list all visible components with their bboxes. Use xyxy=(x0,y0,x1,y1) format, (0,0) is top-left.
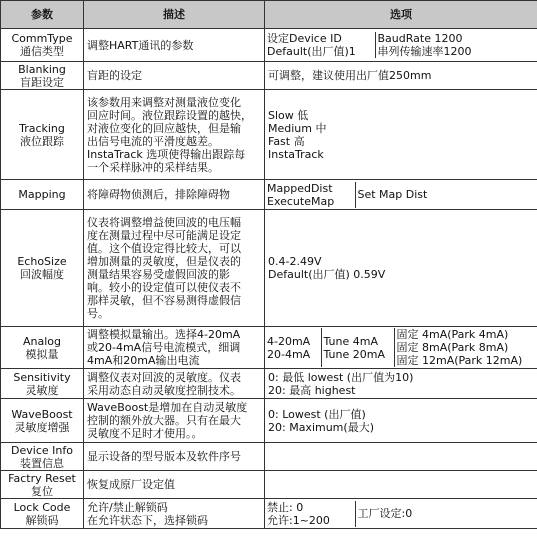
options-cell xyxy=(265,327,537,369)
param-name: Device Info xyxy=(11,443,73,457)
options-cell xyxy=(265,369,537,399)
option-text: MappedDist xyxy=(267,181,333,195)
desc-line: 度在测量过程中尽可能满足设定 xyxy=(87,229,241,242)
option-text: 0.4-2.49V xyxy=(268,255,322,268)
desc-line: InstaTrack 选项使得输出跟踪每 xyxy=(87,147,246,161)
option-group xyxy=(265,32,375,58)
param-cell xyxy=(1,499,84,529)
option-text: Fast 高 xyxy=(268,134,305,148)
table-row xyxy=(1,180,537,210)
param-name: CommType xyxy=(11,32,73,45)
option-text: Set Map Dist xyxy=(357,188,428,201)
table-row xyxy=(1,471,537,499)
desc-line: 4mA和20mA输出电流 xyxy=(87,354,200,367)
options-cell: 可调整，建议使用出厂值250mm xyxy=(265,62,537,90)
desc-line: 该参数用来调整对测量液位变化 xyxy=(87,95,241,109)
desc-line: 控制的额外放大器。只有在最大 xyxy=(87,414,241,427)
param-name-cn: 模拟量 xyxy=(25,347,59,361)
options-cell xyxy=(265,499,537,529)
option-text: 禁止: 0 xyxy=(267,500,304,514)
options-cell xyxy=(265,29,537,62)
desc-cell xyxy=(84,90,265,180)
param-name: Mapping xyxy=(18,188,66,201)
param-cell xyxy=(1,369,84,399)
param-name: Sensitivity xyxy=(13,370,71,384)
param-name: Factry Reset xyxy=(8,471,76,485)
desc-line: 号。 xyxy=(87,307,109,320)
param-name: Lock Code xyxy=(13,500,71,514)
options-cell xyxy=(265,180,537,210)
table-row xyxy=(1,62,537,90)
desc-cell: 将障碍物侦测后，排除障碍物 xyxy=(84,180,265,210)
option-text: InstaTrack xyxy=(268,147,324,161)
option-text: 串列传输速率1200 xyxy=(377,45,472,58)
param-name: Blanking xyxy=(18,62,66,76)
table-row xyxy=(1,499,537,529)
options-cell xyxy=(265,210,537,327)
desc-line: 调整仪表对回波的灵敏度。仪表 xyxy=(87,370,241,384)
param-name-cn: 通信类型 xyxy=(20,45,64,58)
option-text: 20: Maximum(最大) xyxy=(268,420,374,434)
table-row xyxy=(1,90,537,180)
desc-line: 增加测量的灵敏度，但是仪表的 xyxy=(87,255,241,268)
param-name-cn: 装置信息 xyxy=(20,456,64,470)
option-text: Default(出厂值)1 xyxy=(267,45,356,58)
desc-cell: 盲距的设定 xyxy=(84,62,265,90)
desc-line: 允许/禁止解锁码 xyxy=(87,500,168,514)
options-cell xyxy=(265,399,537,443)
desc-line: 对液位变化的回应越快，但是输 xyxy=(87,121,241,135)
option-group xyxy=(375,32,537,58)
desc-line: 仪表将调整增益使回波的电压幅 xyxy=(87,216,241,229)
table-row xyxy=(1,443,537,471)
desc-line: 在允许状态下，选择锁码 xyxy=(87,513,208,527)
header-options: 选项 xyxy=(265,1,537,29)
option-text: ExecuteMap xyxy=(267,194,335,208)
desc-cell xyxy=(84,327,265,369)
desc-line: 测量结果容易受虚假回波的影 xyxy=(87,268,230,281)
param-name-cn: 复位 xyxy=(31,484,53,498)
desc-cell xyxy=(84,399,265,443)
option-text: 20-4mA xyxy=(267,347,311,361)
option-text: Tune 4mA xyxy=(323,334,378,348)
option-text: Medium 中 xyxy=(268,121,327,135)
option-text: 工厂设定:0 xyxy=(357,507,413,520)
param-name-cn: 液位跟踪 xyxy=(20,134,64,148)
desc-line: WaveBoost是增加在自动灵敏度 xyxy=(87,401,248,414)
option-text: Default(出厂值) 0.59V xyxy=(268,268,386,281)
table-row xyxy=(1,29,537,62)
param-name-cn: 灵敏度增强 xyxy=(14,420,70,434)
desc-line: 一个采样脉冲的采样结果。 xyxy=(87,160,219,174)
param-name-cn: 解锁码 xyxy=(25,513,59,527)
param-name-cn: 盲距设定 xyxy=(20,75,64,89)
param-cell xyxy=(1,90,84,180)
option-text: 0: Lowest (出厂值) xyxy=(268,407,366,421)
option-text: 固定 12mA(Park 12mA) xyxy=(396,354,523,367)
param-name: EchoSize xyxy=(17,255,67,268)
desc-cell xyxy=(84,210,265,327)
option-text: 0: 最低 lowest (出厂值为10) xyxy=(268,370,414,384)
option-text: 允许:1~200 xyxy=(267,513,330,527)
desc-line: 或20-4mA信号电流模式，细调 xyxy=(87,341,241,354)
param-cell xyxy=(1,443,84,471)
param-cell xyxy=(1,471,84,499)
desc-line: 回应时间。液位跟踪设置的越快， xyxy=(87,108,252,122)
option-group xyxy=(265,501,355,527)
option-text: 4-20mA xyxy=(267,334,311,348)
table-row xyxy=(1,369,537,399)
desc-line: 响。较小的设定值可以使仪表不 xyxy=(87,281,241,294)
table-row xyxy=(1,210,537,327)
table-row xyxy=(1,399,537,443)
option-group xyxy=(321,328,394,367)
options-cell xyxy=(265,471,537,499)
desc-line: 值。这个值设定得比较大，可以 xyxy=(87,242,241,255)
option-text: 20: 最高 highest xyxy=(268,383,356,397)
option-text: 固定 4mA(Park 4mA) xyxy=(396,328,509,341)
param-name-cn: 灵敏度 xyxy=(25,383,59,397)
param-cell xyxy=(1,62,84,90)
option-text: BaudRate 1200 xyxy=(377,32,463,45)
option-text: Tune 20mA xyxy=(323,347,385,361)
option-group xyxy=(265,182,355,208)
desc-line: 出信号电流的平滑度越差。 xyxy=(87,134,219,148)
desc-cell: 恢复成原厂设定值 xyxy=(84,471,265,499)
param-cell xyxy=(1,399,84,443)
param-cell xyxy=(1,29,84,62)
param-name-cn: 回波幅度 xyxy=(20,268,64,281)
header-param: 参数 xyxy=(1,1,84,29)
option-text: 固定 8mA(Park 8mA) xyxy=(396,341,509,354)
desc-line: 那样灵敏，但不容易测得虚假信 xyxy=(87,294,241,307)
desc-cell: 调整HART通讯的参数 xyxy=(84,29,265,62)
option-text: 设定Device ID xyxy=(267,32,342,45)
param-name: Tracking xyxy=(19,121,65,135)
param-cell xyxy=(1,327,84,369)
param-name: Analog xyxy=(22,334,61,348)
table-header-row xyxy=(1,1,537,29)
param-cell xyxy=(1,210,84,327)
option-group xyxy=(355,501,537,527)
options-cell xyxy=(265,90,537,180)
desc-line: 采用动态自动灵敏度控制技术。 xyxy=(87,383,241,397)
header-desc: 描述 xyxy=(84,1,265,29)
options-cell xyxy=(265,443,537,471)
option-group xyxy=(265,328,321,367)
option-group xyxy=(355,182,537,208)
option-text: Slow 低 xyxy=(268,108,309,122)
desc-line: 灵敏度不足时才使用。。 xyxy=(87,427,203,440)
desc-cell xyxy=(84,499,265,529)
desc-cell: 显示设备的型号版本及软件序号 xyxy=(84,443,265,471)
desc-cell xyxy=(84,369,265,399)
option-group xyxy=(394,328,537,367)
desc-line: 调整模拟量输出。选择4-20mA xyxy=(87,328,241,341)
param-cell xyxy=(1,180,84,210)
table-row xyxy=(1,327,537,369)
param-name: WaveBoost xyxy=(11,407,73,421)
